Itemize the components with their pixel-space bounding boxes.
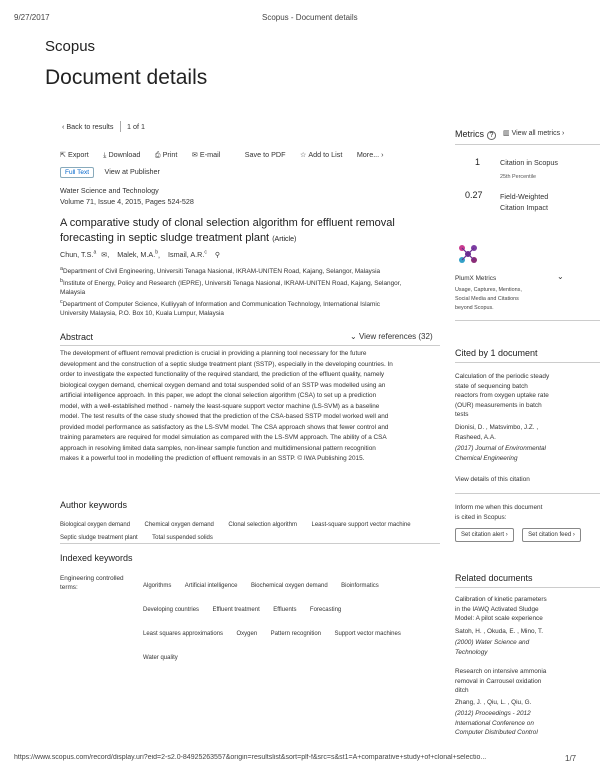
keyword: Least squares approximations [143,631,224,637]
plumx-logo-icon [457,243,479,265]
related-doc-authors: Zhang, J. , Qiu, L. , Qiu, G. [455,699,532,706]
fwci-label: Field-Weighted Citation Impact [500,192,549,212]
result-count: 1 of 1 [127,122,145,131]
scopus-logo[interactable]: Scopus [45,38,96,55]
plumx-description: Usage, Captures, Mentions, Social Media and Citations beyond Scopus. [455,287,522,311]
related-doc-source: (2012) Proceedings - 2012 International Conference on Computer Distributed Control [455,710,538,736]
nav-divider [120,121,121,132]
help-icon[interactable]: ? [487,131,497,140]
keyword: Developing countries [143,607,200,613]
keyword: Biological oxygen demand [60,522,131,528]
add-to-list-button[interactable]: ☆ Add to List [299,150,343,159]
print-date: 9/27/2017 [14,13,50,22]
volume-info: Volume 71, Issue 4, 2015, Pages 524-528 [60,197,194,206]
person-icon[interactable]: ⚲ [214,250,221,260]
cited-document-source: (2017) Journal of Environmental Chemical Engineering [455,445,546,462]
related-doc-title[interactable]: Calibration of kinetic parameters in the IAWQ Activated Sludge Model: A pilot scale experience [455,596,547,622]
cited-document-title[interactable]: Calculation of the periodic steady state of sequencing batch reactors from oxygen uptake rate (OUR) measurements in batch tests [455,373,550,418]
view-all-metrics-link[interactable]: ▥ View all metrics › [503,130,565,137]
more-button[interactable]: More... › [356,150,384,159]
browser-url: https://www.scopus.com/record/display.uri?eid=2-s2.0-84925263557&origin=resultslist&sort=plf-f&src=s&st1=A+comparative+study+of+clonal+selectio... [14,754,487,761]
affiliations: $^a$Department of Civil Engineering, Universiti Tenaga Nasional, IKRAM-UNITEN Road, Kajang, Selangor, Malaysia $^b$Institute of Energy, Policy and Research (IEPRE), Universiti Tenaga Nasional, IKRAM-UNITEN Road, Kajang, Selangor, Malaysia $^c$Department of Computer Science, Kulliyyah of Information and Communication Technology, International Islamic University Malaysia, P.O. Box 10, Kuala Lumpur, Malaysia [60,266,402,318]
chevron-down-icon[interactable]: ⌄ [557,272,564,281]
chart-icon: ▥ [503,130,510,137]
export-button[interactable]: ⇱ Export [60,150,89,159]
view-citation-details-link[interactable]: View details of this citation [455,476,530,483]
download-icon: ⤓ [103,150,107,159]
related-documents-heading: Related documents [455,573,533,583]
keyword: Total suspended solids [152,535,213,541]
back-to-results-link[interactable]: ‹ Back to results [62,122,114,131]
keyword: Algorithms [143,583,172,589]
browser-title: Scopus - Document details [262,13,358,22]
cited-by-heading: Cited by 1 document [455,348,538,358]
author-list: Chun, T.S.$^a$ ✉, Malek, M.A.$^b$, Ismail, A.R.$^c$ ⚲ [60,250,221,260]
engineering-terms-label: Engineering controlled terms: [60,575,124,591]
print-button[interactable]: ⎙ Print [154,150,178,159]
download-button[interactable]: ⤓ Download [103,150,141,159]
divider [455,320,600,321]
author-keywords-heading: Author keywords [60,500,128,510]
print-icon: ⎙ [154,150,161,159]
email-icon[interactable]: ✉, [101,250,110,260]
full-text-button[interactable]: Full Text [60,167,94,178]
divider [60,345,440,346]
set-citation-feed-button[interactable]: Set citation feed › [522,528,581,542]
citation-label[interactable]: Citation in Scopus [500,158,558,167]
cited-document-authors: Dionisi, D. , Matsvimbo, J.Z. , Rasheed, A.A. [455,424,539,441]
keyword: Artificial intelligence [184,583,238,589]
fwci-value: 0.27 [465,190,483,200]
page-title: Document details [45,66,208,89]
keyword: Pattern recognition [270,631,322,637]
star-icon: ☆ [299,150,307,159]
divider [455,493,600,494]
article-title: A comparative study of clonal selection algorithm for effluent removal forecasting in septic sludge treatment plant (Article) [60,217,395,244]
related-doc-source: (2000) Water Science and Technology [455,639,530,656]
percentile: 25th Percentile [500,174,536,180]
keyword: Septic sludge treatment plant [60,535,138,541]
author-link[interactable]: Malek, M.A.$^b$ [117,250,158,260]
keyword: Effluent treatment [212,607,260,613]
abstract-heading: Abstract [60,332,94,342]
inform-me-text: Inform me when this document is cited in Scopus: [455,504,543,521]
divider [455,144,600,145]
author-link[interactable]: Ismail, A.R.$^c$ [167,250,207,260]
author-keywords-list [60,517,440,543]
keyword: Least-square support vector machine [311,522,411,528]
keyword: Oxygen [236,631,258,637]
journal-name[interactable]: Water Science and Technology [60,186,159,195]
email-button[interactable]: ✉ E-mail [191,150,221,159]
keyword: Forecasting [309,607,342,613]
keyword: Biochemical oxygen demand [250,583,328,589]
keyword: Bioinformatics [341,583,379,589]
article-type: (Article) [272,236,297,243]
citation-count: 1 [475,157,481,167]
divider [455,362,600,363]
export-icon: ⇱ [60,150,67,159]
view-at-publisher-link[interactable]: View at Publisher [104,167,160,176]
keyword: Support vector machines [334,631,401,637]
keyword: Effluents [273,607,297,613]
keyword: Clonal selection algorithm [228,522,298,528]
keyword: Chemical oxygen demand [144,522,214,528]
abstract-text: The development of effluent removal prediction is crucial in providing a planning tool necessary for the future development and the construction of a septic sludge treatment plant (SSTP), especially in the developing countries. In order to investigate the expected functionality of the required standard, the prediction of the effluent quality, namely biological oxygen demand, chemical oxygen demand and total suspended solid of an SSTP was modelled using an artificial intelligence approach. In this paper, we adopt the clonal selection algorithm (CSA) to set up a prediction model, with a well-established method - namely the least-square support vector machine (LS-SVM) as a baseline model. The test results of the case study showed that the prediction of the CSA-based SSTP model worked well and provided model performance as satisfactory as the LS-SVM model. The CSA approach shows that fewer control and training parameters are required for model simulation as compared with the LS-SVM approach. The ability of a CSA approach in resolving limited data samples, non-linear sample function and multidimensional pattern recognition makes it a powerful tool in modelling the prediction of effluent removals in an SSTP. © IWA Publishing 2015. [60,350,393,462]
save-pdf-button[interactable]: Save to PDF [244,150,286,159]
keyword: Water quality [143,655,178,661]
email-icon: ✉ [191,150,198,159]
metrics-heading: Metrics ? [455,129,496,139]
view-references-link[interactable]: ⌄ View references (32) [350,332,433,341]
indexed-keywords-list [143,574,443,670]
related-doc-authors: Satoh, H. , Okuda, E. , Mino, T. [455,628,543,635]
plumx-metrics-link[interactable]: PlumX Metrics [455,275,497,282]
related-doc-title[interactable]: Research on intensive ammonia removal in Carrousel oxidation ditch [455,668,547,694]
divider [455,587,600,588]
divider [60,543,440,544]
set-citation-alert-button[interactable]: Set citation alert › [455,528,514,542]
indexed-keywords-heading: Indexed keywords [60,553,133,563]
author-link[interactable]: Chun, T.S.$^a$ [60,250,97,260]
page-number: 1/7 [565,754,577,763]
